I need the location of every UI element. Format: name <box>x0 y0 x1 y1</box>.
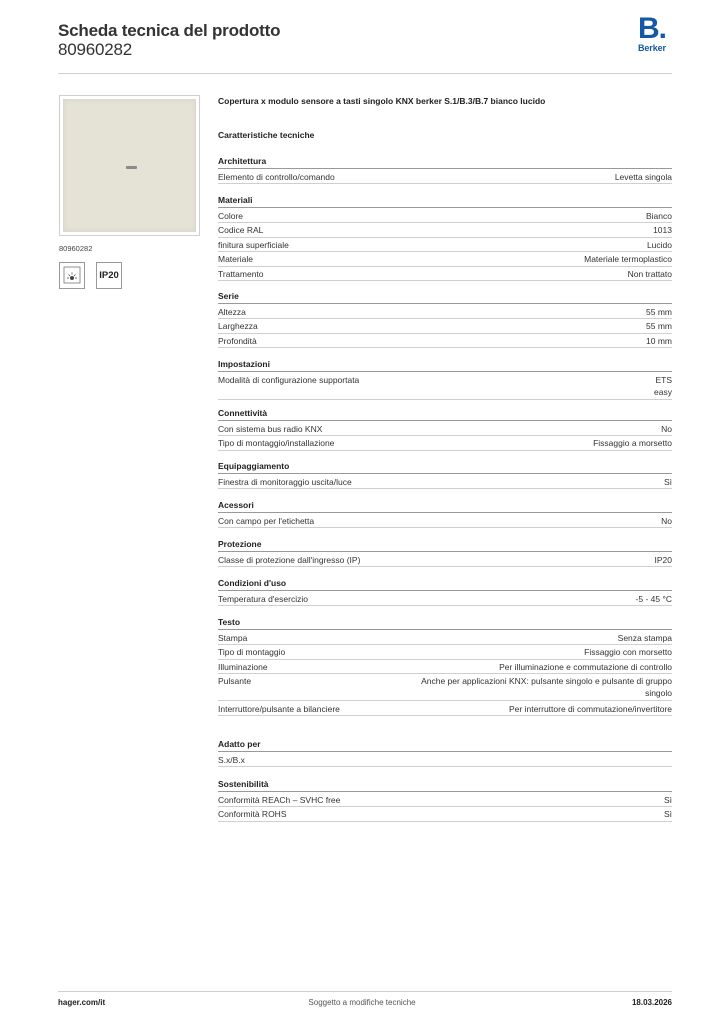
spec-value: Non trattato <box>627 268 672 279</box>
spec-row <box>218 514 672 529</box>
spec-row <box>218 334 672 349</box>
spec-value: IP20 <box>654 554 672 565</box>
spec-value: Sì <box>663 794 672 805</box>
spec-value: Anche per applicazioni KNX: pulsante singolo e pulsante di gruppo singolo <box>421 676 672 699</box>
spec-label: Modalità di configurazione supportata <box>218 374 360 385</box>
spec-value: Bianco <box>646 210 672 221</box>
spec-row <box>218 267 672 282</box>
product-code: 80960282 <box>58 40 133 59</box>
spec-value: Sì <box>663 476 672 487</box>
spec-value: -5 - 45 °C <box>635 593 672 604</box>
footer-date: 18.03.2026 <box>631 998 672 1007</box>
spec-row <box>218 436 672 451</box>
section-heading: Impostazioni <box>218 358 672 372</box>
spec-value: Fissaggio a morsetto <box>593 438 672 449</box>
page-title: Scheda tecnica del prodotto <box>58 21 281 40</box>
header-divider <box>58 73 672 74</box>
spec-row <box>218 807 672 822</box>
spec-label: Materiale <box>218 254 253 265</box>
spec-row <box>218 553 672 568</box>
spec-row <box>218 660 672 675</box>
spec-row <box>218 793 672 808</box>
spec-label: Interruttore/pulsante a bilanciere <box>218 703 340 714</box>
spec-row <box>218 319 672 334</box>
spec-row <box>218 238 672 253</box>
product-image-caption: 80960282 <box>59 244 93 253</box>
spec-value: Senza stampa <box>617 632 672 643</box>
section-heading: Architettura <box>218 155 672 169</box>
section-heading: Protezione <box>218 538 672 552</box>
product-led-window <box>126 166 137 169</box>
section-heading: Sostenibilità <box>218 778 672 792</box>
section-heading: Equipaggiamento <box>218 460 672 474</box>
spec-row <box>218 475 672 490</box>
section-heading: Adatto per <box>218 738 672 752</box>
spec-label: Finestra di monitoraggio uscita/luce <box>218 476 352 487</box>
spec-row <box>218 209 672 224</box>
spec-value: No <box>661 515 672 526</box>
spec-label: Tipo di montaggio/installazione <box>218 438 335 449</box>
tech-specs-title: Caratteristiche tecniche <box>218 130 315 140</box>
spec-label: Stampa <box>218 632 248 643</box>
spec-label: Codice RAL <box>218 225 264 236</box>
spec-row <box>218 753 672 768</box>
spec-value: Per interruttore di commutazione/invertitore <box>509 703 672 714</box>
section-heading: Acessori <box>218 499 672 513</box>
spec-label: Classe di protezione dall'ingresso (IP) <box>218 554 361 565</box>
spec-label: Altezza <box>218 306 246 317</box>
spec-row <box>218 592 672 607</box>
spec-value: Fissaggio con morsetto <box>584 647 672 658</box>
spec-label: Con campo per l'etichetta <box>218 515 315 526</box>
spec-label: Tipo di montaggio <box>218 647 286 658</box>
ip20-badge: IP20 <box>96 262 122 289</box>
product-title: Copertura x modulo sensore a tasti singolo KNX berker S.1/B.3/B.7 bianco lucido <box>218 96 546 106</box>
product-cover-plate <box>63 99 196 232</box>
spec-row <box>218 252 672 267</box>
spec-row <box>218 702 672 717</box>
spec-value: 1013 <box>653 225 672 236</box>
section-heading: Condizioni d'uso <box>218 577 672 591</box>
spec-row <box>218 305 672 320</box>
section-heading: Connettività <box>218 407 672 421</box>
illumination-icon <box>59 262 85 289</box>
section-heading: Serie <box>218 290 672 304</box>
spec-label: Pulsante <box>218 676 252 687</box>
spec-row <box>218 645 672 660</box>
spec-value: Per illuminazione e commutazione di controllo <box>499 661 672 672</box>
spec-value: Levetta singola <box>614 171 672 182</box>
spec-value: 10 mm <box>646 335 672 346</box>
footer-divider <box>58 991 672 992</box>
spec-row <box>218 373 672 400</box>
spec-label: Conformità REACh – SVHC free <box>218 794 341 805</box>
spec-label: S.x/B.x <box>218 754 245 765</box>
spec-label: Con sistema bus radio KNX <box>218 423 323 434</box>
spec-row <box>218 422 672 437</box>
spec-label: Conformità ROHS <box>218 809 287 820</box>
spec-label: Illuminazione <box>218 661 268 672</box>
berker-logo-text: Berker <box>638 43 666 53</box>
spec-label: Larghezza <box>218 321 258 332</box>
footer-website: hager.com/it <box>58 998 106 1007</box>
spec-label: Colore <box>218 210 244 221</box>
berker-logo <box>638 12 678 56</box>
spec-row <box>218 223 672 238</box>
spec-label: finitura superficiale <box>218 239 289 250</box>
spec-label: Elemento di controllo/comando <box>218 171 335 182</box>
spec-label: Profondità <box>218 335 257 346</box>
spec-value: Lucido <box>646 239 672 250</box>
footer-disclaimer: Soggetto a modifiche tecniche <box>308 998 416 1007</box>
spec-row <box>218 674 672 701</box>
spec-row <box>218 170 672 185</box>
spec-label: Trattamento <box>218 268 264 279</box>
berker-logo-mark: B. <box>638 12 666 45</box>
section-heading: Testo <box>218 616 672 630</box>
spec-label: Temperatura d'esercizio <box>218 593 308 604</box>
spec-value: 55 mm <box>646 321 672 332</box>
spec-value: Sì <box>663 809 672 820</box>
product-image <box>59 95 200 236</box>
spec-value: ETS easy <box>654 374 672 397</box>
section-heading: Materiali <box>218 194 672 208</box>
spec-value: 55 mm <box>646 306 672 317</box>
spec-row <box>218 631 672 646</box>
spec-value: No <box>661 423 672 434</box>
spec-value: Materiale termoplastico <box>584 254 672 265</box>
